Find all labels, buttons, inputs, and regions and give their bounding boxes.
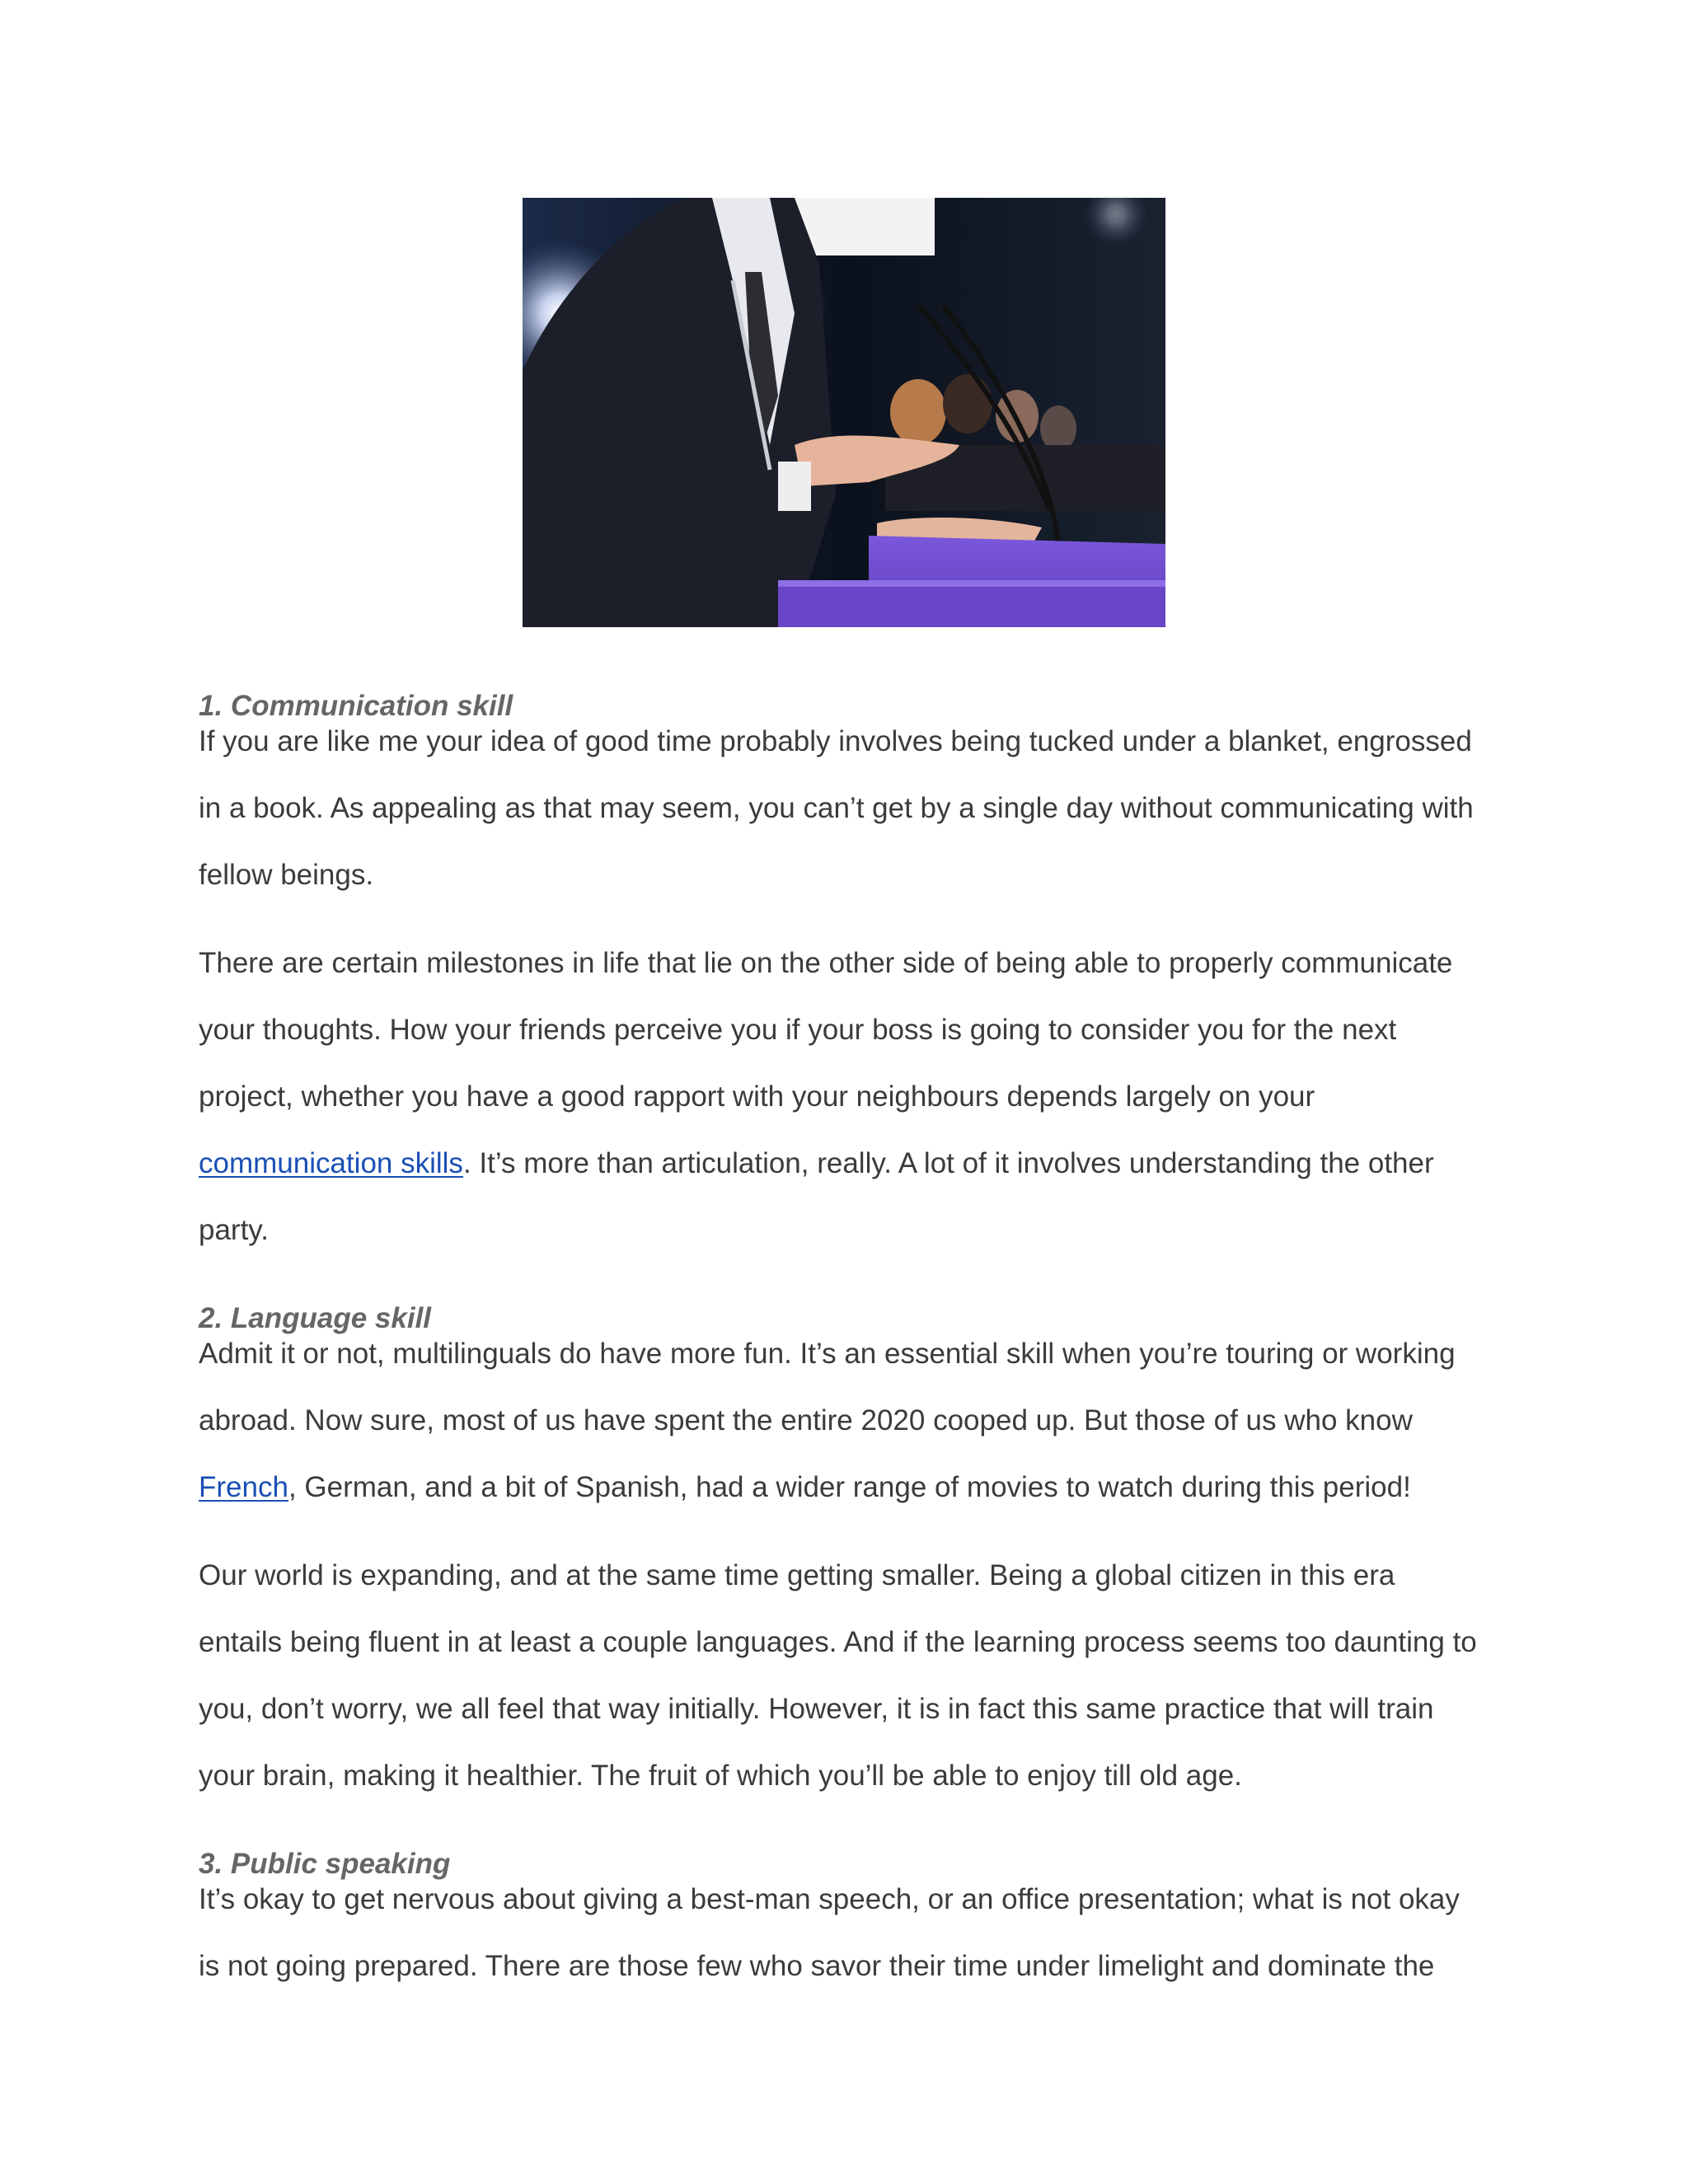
french-link[interactable]: French: [199, 1471, 288, 1503]
paragraph-line: Our world is expanding, and at the same time getting smaller. Being a global citizen in this era: [199, 1559, 1395, 1591]
paragraph-line: is not going prepared. There are those few who savor their time under limelight and dominate the: [199, 1950, 1435, 1982]
paragraph-line: abroad. Now sure, most of us have spent the entire 2020 cooped up. But those of us who know: [199, 1404, 1413, 1436]
section-heading-public-speaking: 3. Public speaking: [199, 1848, 451, 1880]
paragraph-line: Admit it or not, multilinguals do have more fun. It’s an essential skill when you’re touring or working: [199, 1338, 1456, 1370]
paragraph-line: your thoughts. How your friends perceive you if your boss is going to consider you for the next: [199, 1014, 1397, 1046]
paragraph-line: [199, 1469, 1411, 1506]
speaker-photo: [523, 198, 1165, 627]
paragraph-line: If you are like me your idea of good time probably involves being tucked under a blanket, engrossed: [199, 725, 1472, 757]
paragraph-line: It’s okay to get nervous about giving a best-man speech, or an office presentation; what is not okay: [199, 1883, 1460, 1915]
paragraph-line: project, whether you have a good rapport with your neighbours depends largely on your: [199, 1080, 1315, 1113]
paragraph-line: [199, 1146, 1434, 1182]
section-heading-language: 2. Language skill: [199, 1302, 432, 1334]
paragraph-line: There are certain milestones in life that lie on the other side of being able to properly communicate: [199, 947, 1453, 979]
communication-skills-link[interactable]: communication skills: [199, 1147, 463, 1179]
section-heading-communication: 1. Communication skill: [199, 690, 513, 722]
paragraph-line: in a book. As appealing as that may seem, you can’t get by a single day without communicating with: [199, 792, 1474, 824]
paragraph-text: , German, and a bit of Spanish, had a wider range of movies to watch during this period!: [288, 1471, 1411, 1503]
paragraph-line: party.: [199, 1214, 269, 1246]
paragraph-text: . It’s more than articulation, really. A lot of it involves understanding the other: [462, 1147, 1434, 1179]
paragraph-line: your brain, making it healthier. The fruit of which you’ll be able to enjoy till old age.: [199, 1760, 1242, 1792]
paragraph-line: entails being fluent in at least a couple languages. And if the learning process seems too daunting to: [199, 1626, 1477, 1658]
paragraph-line: you, don’t worry, we all feel that way initially. However, it is in fact this same practice that will train: [199, 1693, 1434, 1725]
paragraph-line: fellow beings.: [199, 859, 374, 891]
